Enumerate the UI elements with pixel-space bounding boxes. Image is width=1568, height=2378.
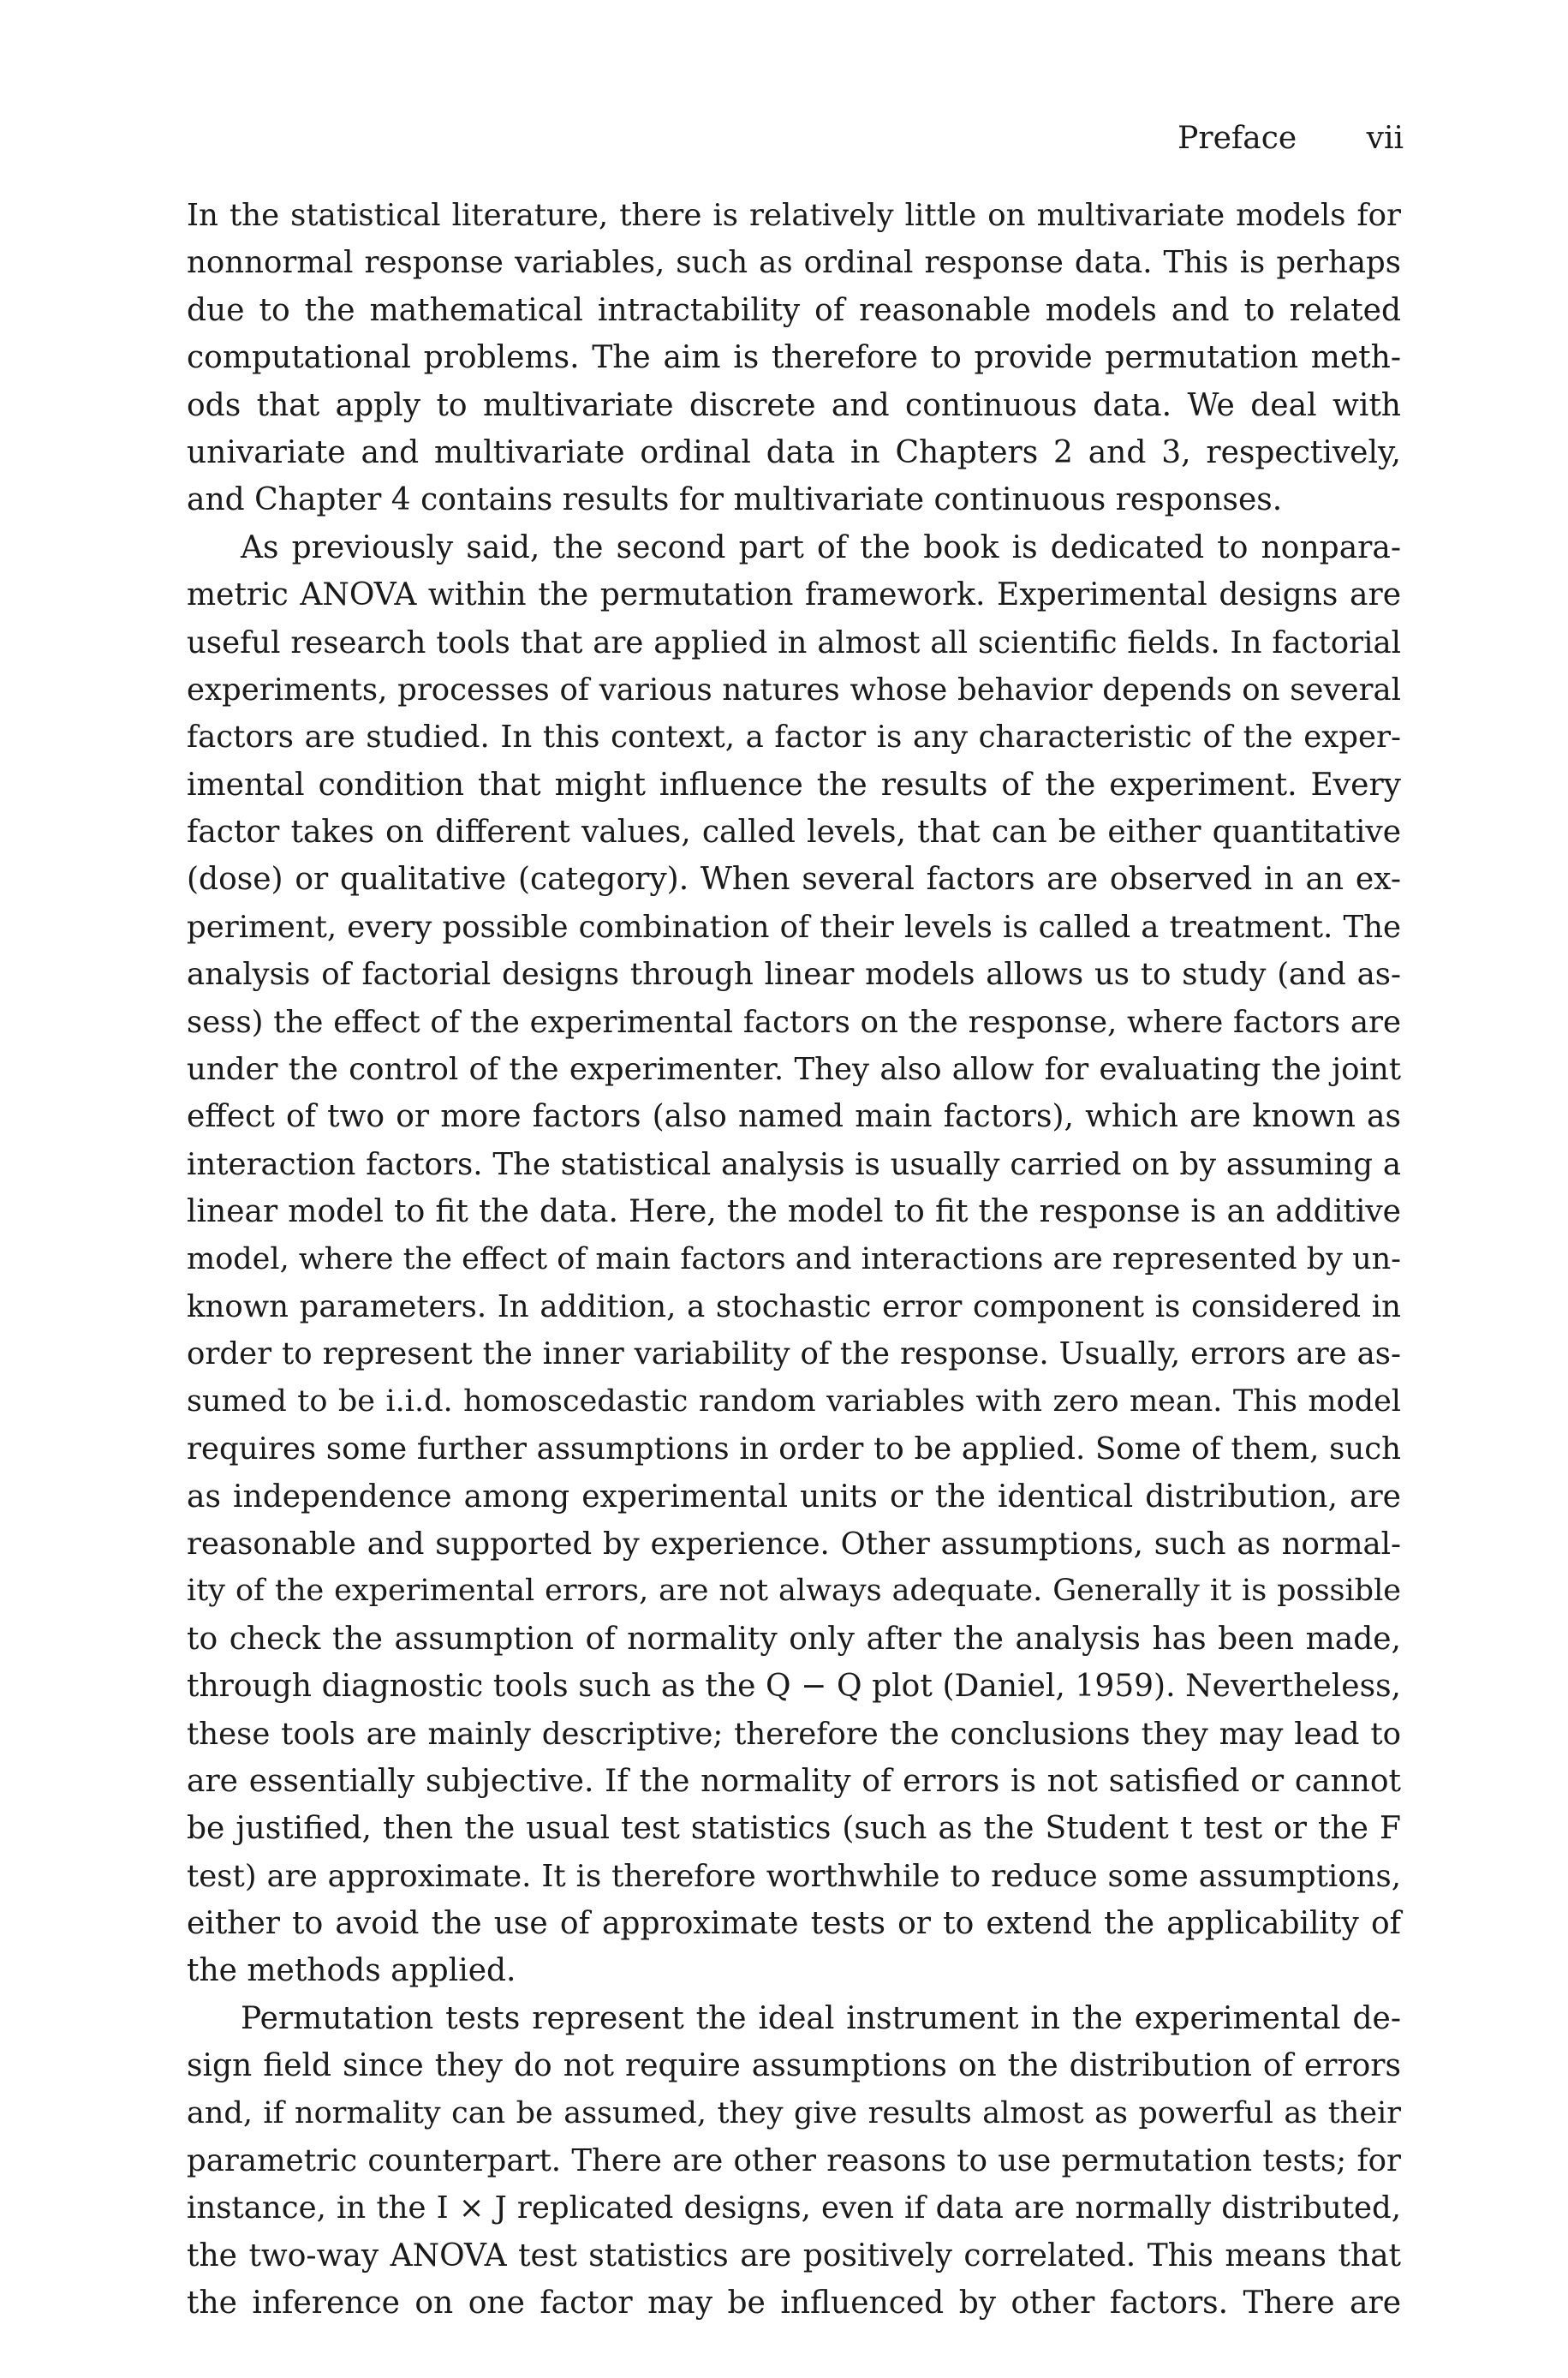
- text-line: through diagnostic tools such as the Q − Q plot (Daniel, 1959). Nevertheless,: [187, 1669, 1401, 1705]
- text-line: useful research tools that are applied in almost all scientific fields. In factorial: [187, 624, 1401, 660]
- text-line: effect of two or more factors (also named main factors), which are known as: [187, 1099, 1401, 1135]
- text-line: to check the assumption of normality only after the analysis has been made,: [187, 1621, 1401, 1657]
- text-line: (dose) or qualitative (category). When several factors are observed in an ex-: [187, 862, 1401, 898]
- text-line: sumed to be i.i.d. homoscedastic random variables with zero mean. This model: [187, 1383, 1401, 1419]
- text-line: either to avoid the use of approximate tests or to extend the applicability of: [187, 1906, 1401, 1942]
- running-head: [1177, 118, 1404, 159]
- text-line: are essentially subjective. If the normality of errors is not satisfied or cannot: [187, 1763, 1401, 1799]
- text-line: Permutation tests represent the ideal instrument in the experimental de-: [241, 2000, 1401, 2036]
- text-line: as independence among experimental units or the identical distribution, are: [187, 1479, 1401, 1515]
- text-line: imental condition that might influence the results of the experiment. Every: [187, 767, 1401, 803]
- paragraph: [187, 524, 1401, 1995]
- text-line: order to represent the inner variability of the response. Usually, errors are as-: [187, 1336, 1401, 1372]
- running-head-title: Preface: [1177, 121, 1297, 156]
- text-line: computational problems. The aim is therefore to provide permutation meth-: [187, 340, 1401, 376]
- text-line: the two-way ANOVA test statistics are positively correlated. This means that: [187, 2238, 1401, 2273]
- text-line: univariate and multivariate ordinal data in Chapters 2 and 3, respectively,: [187, 434, 1401, 470]
- text-line: linear model to fit the data. Here, the model to fit the response is an additive: [187, 1194, 1401, 1230]
- text-line: factor takes on different values, called levels, that can be either quantitative: [187, 815, 1401, 851]
- text-line: As previously said, the second part of the book is dedicated to nonpara-: [241, 529, 1401, 565]
- text-line: interaction factors. The statistical analysis is usually carried on by assuming a: [187, 1146, 1401, 1182]
- text-line: known parameters. In addition, a stochastic error component is considered in: [187, 1288, 1401, 1324]
- paragraph: [187, 1995, 1401, 2327]
- text-line: ity of the experimental errors, are not always adequate. Generally it is possible: [187, 1574, 1401, 1609]
- text-line: parametric counterpart. There are other reasons to use permutation tests; for: [187, 2143, 1401, 2179]
- text-line: under the control of the experimenter. They also allow for evaluating the joint: [187, 1052, 1401, 1088]
- text-line: these tools are mainly descriptive; therefore the conclusions they may lead to: [187, 1716, 1401, 1752]
- text-line: reasonable and supported by experience. Other assumptions, such as normal-: [187, 1526, 1401, 1562]
- text-line: In the statistical literature, there is relatively little on multivariate models for: [187, 198, 1401, 233]
- text-line: be justified, then the usual test statistics (such as the Student t test or the F: [187, 1811, 1401, 1847]
- text-line: periment, every possible combination of their levels is called a treatment. The: [187, 909, 1401, 945]
- text-line: analysis of factorial designs through linear models allows us to study (and as-: [187, 957, 1401, 993]
- text-line: experiments, processes of various natures whose behavior depends on several: [187, 672, 1401, 708]
- text-line: and Chapter 4 contains results for multivariate continuous responses.: [187, 482, 1283, 518]
- text-line: requires some further assumptions in order to be applied. Some of them, such: [187, 1431, 1401, 1467]
- text-line: ods that apply to multivariate discrete and continuous data. We deal with: [187, 387, 1401, 423]
- text-line: and, if normality can be assumed, they give results almost as powerful as their: [187, 2095, 1401, 2130]
- text-line: the methods applied.: [187, 1953, 516, 1989]
- text-line: sess) the effect of the experimental factors on the response, where factors are: [187, 1004, 1401, 1040]
- paragraph: [187, 192, 1401, 524]
- text-line: due to the mathematical intractability of reasonable models and to related: [187, 292, 1401, 328]
- body-text: [187, 192, 1401, 2327]
- text-line: factors are studied. In this context, a factor is any characteristic of the exper-: [187, 720, 1401, 756]
- page-number: vii: [1366, 121, 1404, 156]
- text-line: test) are approximate. It is therefore worthwhile to reduce some assumptions,: [187, 1858, 1401, 1894]
- text-line: model, where the effect of main factors and interactions are represented by un-: [187, 1241, 1401, 1276]
- text-line: the inference on one factor may be influenced by other factors. There are: [187, 2285, 1401, 2321]
- text-line: nonnormal response variables, such as ordinal response data. This is perhaps: [187, 245, 1401, 281]
- text-line: metric ANOVA within the permutation framework. Experimental designs are: [187, 577, 1401, 613]
- text-line: instance, in the I × J replicated designs, even if data are normally distributed,: [187, 2190, 1401, 2226]
- text-line: sign field since they do not require assumptions on the distribution of errors: [187, 2048, 1401, 2084]
